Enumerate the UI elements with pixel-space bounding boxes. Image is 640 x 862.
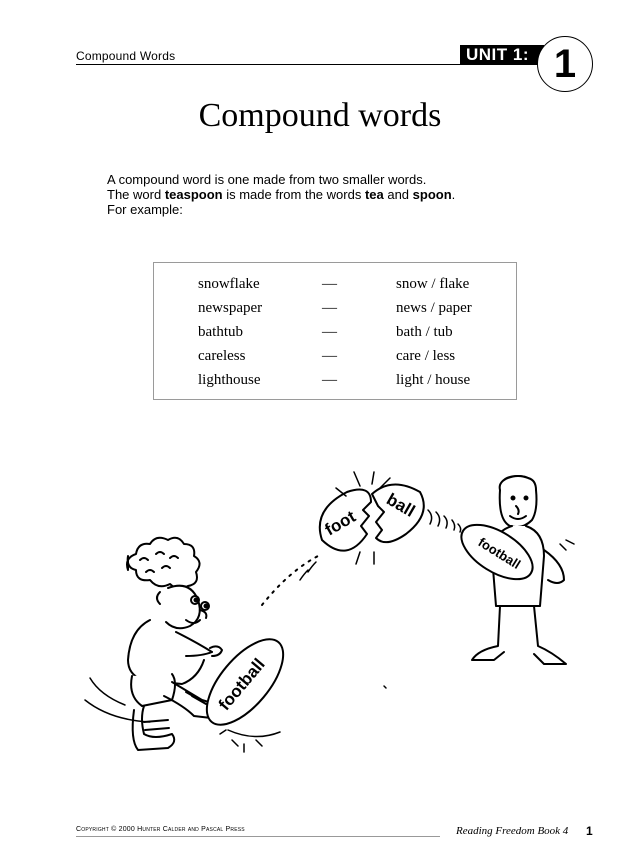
example-row [154, 324, 516, 348]
example-row [154, 276, 516, 300]
page-title: Compound words [198, 97, 442, 134]
intro-line-2 [107, 187, 455, 202]
example-part: spoon [412, 187, 452, 202]
example-word: teaspoon [164, 187, 223, 202]
word-parts: snow / flake [396, 276, 470, 292]
dash: — [322, 324, 337, 340]
compound-word: lighthouse [198, 372, 261, 388]
flying-football [320, 472, 461, 564]
dash: — [322, 300, 337, 316]
example-row [154, 372, 516, 396]
intro-line-1: A compound word is one made from two smaller words. [107, 172, 427, 187]
unit-label: UNIT 1: [460, 45, 544, 64]
book-title: Reading Freedom Book 4 [456, 825, 569, 837]
compound-word: bathtub [198, 324, 243, 340]
copyright-notice: Copyright © 2000 Hunter Calder and Pascal Press [76, 826, 245, 833]
intro-line-3: For example: [107, 202, 183, 217]
compound-word: newspaper [198, 300, 263, 316]
held-ball-label: football [475, 534, 524, 572]
footer-divider [76, 836, 440, 837]
intro-text-part: The word [107, 187, 165, 202]
example-part: tea [364, 187, 384, 202]
dash: — [322, 276, 337, 292]
kicked-football [193, 627, 297, 752]
header-divider [76, 64, 546, 65]
intro-text-part: . [451, 187, 456, 202]
dash: — [322, 348, 337, 364]
examples-table [153, 262, 517, 400]
word-parts: news / paper [396, 300, 472, 316]
flying-ball-right-label: ball [383, 489, 419, 521]
intro-text [107, 172, 455, 217]
intro-text-part: and [383, 187, 413, 202]
compound-word: snowflake [198, 276, 260, 292]
dash: — [322, 372, 337, 388]
word-parts: care / less [396, 348, 456, 364]
intro-text-part: is made from the words [222, 187, 365, 202]
compound-word: careless [198, 348, 246, 364]
example-row [154, 300, 516, 324]
word-parts: light / house [396, 372, 471, 388]
kicked-ball-label: football [214, 654, 269, 715]
section-title: Compound Words [76, 49, 176, 63]
unit-number-badge: 1 [537, 36, 593, 92]
flying-ball-left-label: foot [321, 506, 359, 540]
page-number: 1 [586, 824, 593, 838]
word-parts: bath / tub [396, 324, 453, 340]
football-illustration [0, 460, 640, 760]
example-row [154, 348, 516, 372]
